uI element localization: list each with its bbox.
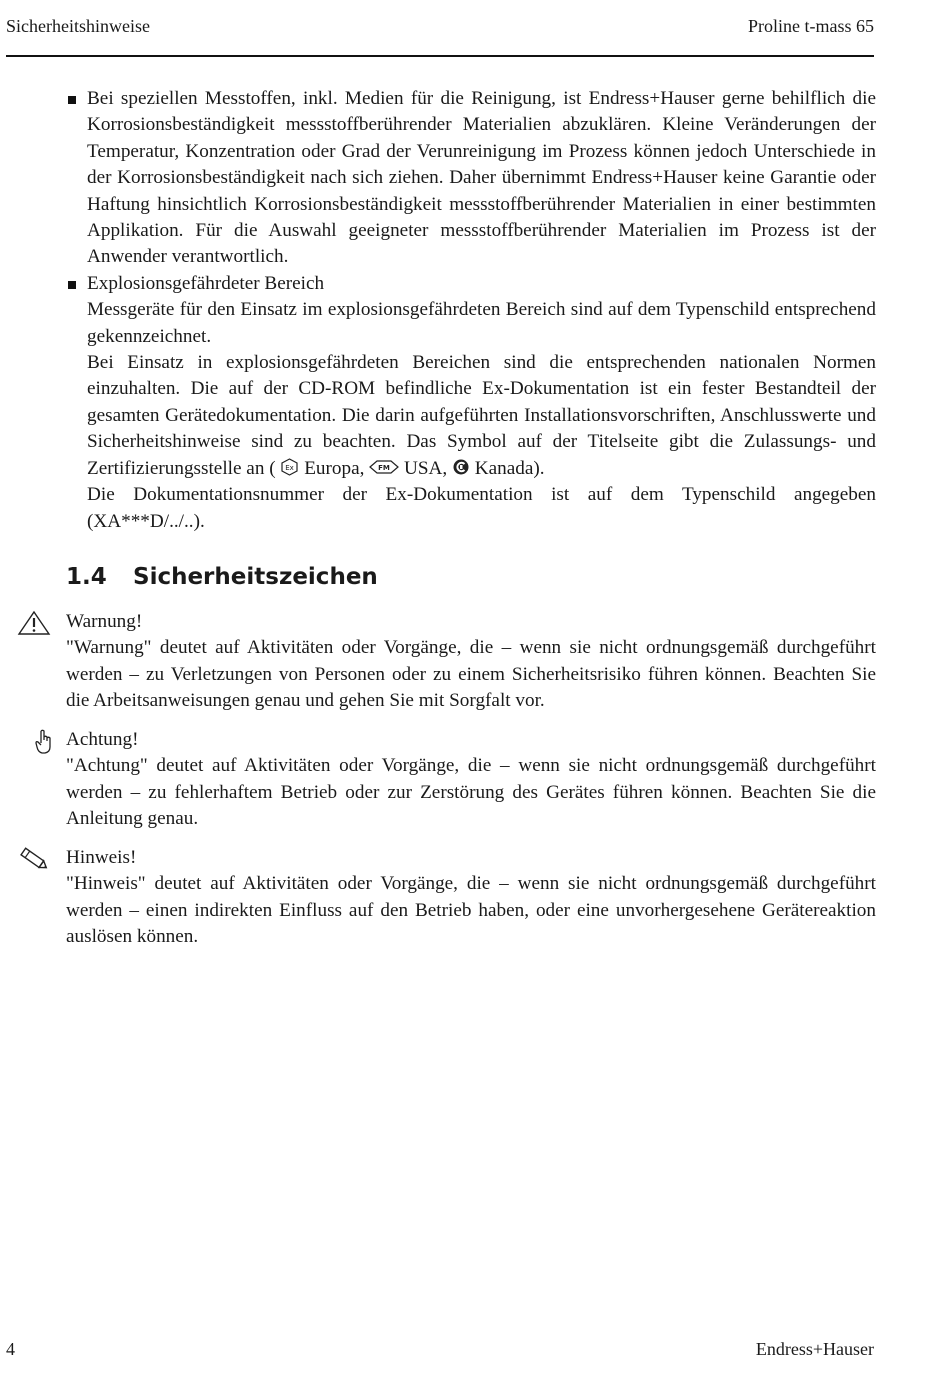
warning-title: Warnung! bbox=[66, 611, 143, 632]
svg-text:FM: FM bbox=[378, 463, 391, 472]
section-title: Sicherheitszeichen bbox=[133, 564, 378, 590]
fm-diamond-icon bbox=[369, 458, 399, 476]
warning-text: "Warnung" deutet auf Aktivitäten oder Vorgänge, die – wenn sie nicht ordnungsgemäß durchgeführt werden – zu Verletzungen von Personen oder zu einem Sicherheitsrisiko führen können. Beachten Sie die Arbeitsanweisungen genau und gehen Sie mit Sorgfalt vor. bbox=[66, 637, 876, 712]
warning-note bbox=[66, 609, 876, 715]
explosion-title: Explosionsgefährdeter Bereich bbox=[87, 272, 325, 294]
list-item-explosion bbox=[66, 271, 876, 535]
pencil-icon bbox=[17, 846, 51, 872]
explosion-paragraph-2 bbox=[87, 350, 876, 482]
footer-brand: Endress+Hauser bbox=[755, 1339, 874, 1359]
caution-note bbox=[66, 727, 876, 833]
header-product-name: Proline t-mass 65 bbox=[748, 16, 874, 36]
corrosion-paragraph: Bei speziellen Messtoffen, inkl. Medien für die Reinigung, ist Endress+Hauser gerne behilflich die Korrosionsbeständigkeit messstoffberührender Materialien abzuklären. Kleine Veränderungen der Temperatur, Konzentration oder Grad der Verunreinigung im Prozess können jedoch Unterschiede in der Korrosionsbeständigkeit nach sich ziehen. Daher übernimmt Endress+Hauser keine Garantie oder Haftung hinsichtlich Korrosionsbeständigkeit messstoffberührender Materialien in einer bestimmten Applikation. Für die Auswahl geeigneter messstoffberührender Materialien im Prozess ist der Anwender verantwortlich. bbox=[87, 88, 876, 268]
page-number: 4 bbox=[6, 1339, 15, 1359]
explosion-paragraph-1: Messgeräte für den Einsatz im explosionsgefährdeten Bereich sind auf dem Typenschild entsprechend gekennzeichnet. bbox=[87, 299, 876, 347]
hint-text: "Hinweis" deutet auf Aktivitäten oder Vorgänge, die – wenn sie nicht ordnungsgemäß durchgeführt werden – einen indirekten Einfluss auf den Betrieb haben, oder eine unvorhergesehene Gerätereaktion auslösen können. bbox=[66, 873, 876, 948]
list-item-corrosion bbox=[66, 86, 876, 271]
bullet-square-icon bbox=[68, 281, 76, 289]
explosion-paragraph-2-text: Bei Einsatz in explosionsgefährdeten Bereichen sind die entsprechenden nationalen Normen einzuhalten. Die auf der CD-ROM befindliche Ex-Dokumentation ist ein fester Bestandteil der gesamten Gerätedokumentation. Die darin aufgeführten Installationsvorschriften, Anschlusswerte und Sicherheitshinweise sind zu beachten. Das Symbol auf der Titelseite gibt die Zulassungs- und Zertifizierungsstelle an ( bbox=[87, 352, 876, 479]
warning-triangle-icon bbox=[17, 610, 51, 636]
hint-title: Hinweis! bbox=[66, 847, 137, 868]
bullet-square-icon bbox=[68, 96, 76, 104]
header-rule bbox=[6, 55, 874, 57]
bullet-list bbox=[66, 86, 876, 535]
hint-note bbox=[66, 845, 876, 951]
page-header bbox=[6, 16, 874, 40]
usa-label: USA, bbox=[404, 457, 448, 479]
explosion-paragraph-3: Die Dokumentationsnummer der Ex-Dokumentation ist auf dem Typenschild angegeben (XA***D/../..). bbox=[87, 484, 876, 532]
svg-text:Ex: Ex bbox=[285, 463, 295, 472]
canada-label: Kanada). bbox=[474, 457, 545, 479]
pointing-hand-icon bbox=[34, 729, 54, 755]
caution-text: "Achtung" deutet auf Aktivitäten oder Vorgänge, die – wenn sie nicht ordnungsgemäß durchgeführt werden – zu fehlerhaftem Betrieb oder zur Zerstörung des Gerätes führen können. Beachten Sie die Anleitung genau. bbox=[66, 755, 876, 830]
header-section-title: Sicherheitshinweise bbox=[6, 16, 150, 36]
section-number: 1.4 bbox=[66, 564, 107, 590]
ex-hexagon-icon bbox=[280, 458, 299, 476]
csa-icon bbox=[452, 458, 470, 476]
caution-title: Achtung! bbox=[66, 729, 139, 750]
section-heading bbox=[66, 564, 378, 590]
europe-label: Europa, bbox=[304, 457, 365, 479]
